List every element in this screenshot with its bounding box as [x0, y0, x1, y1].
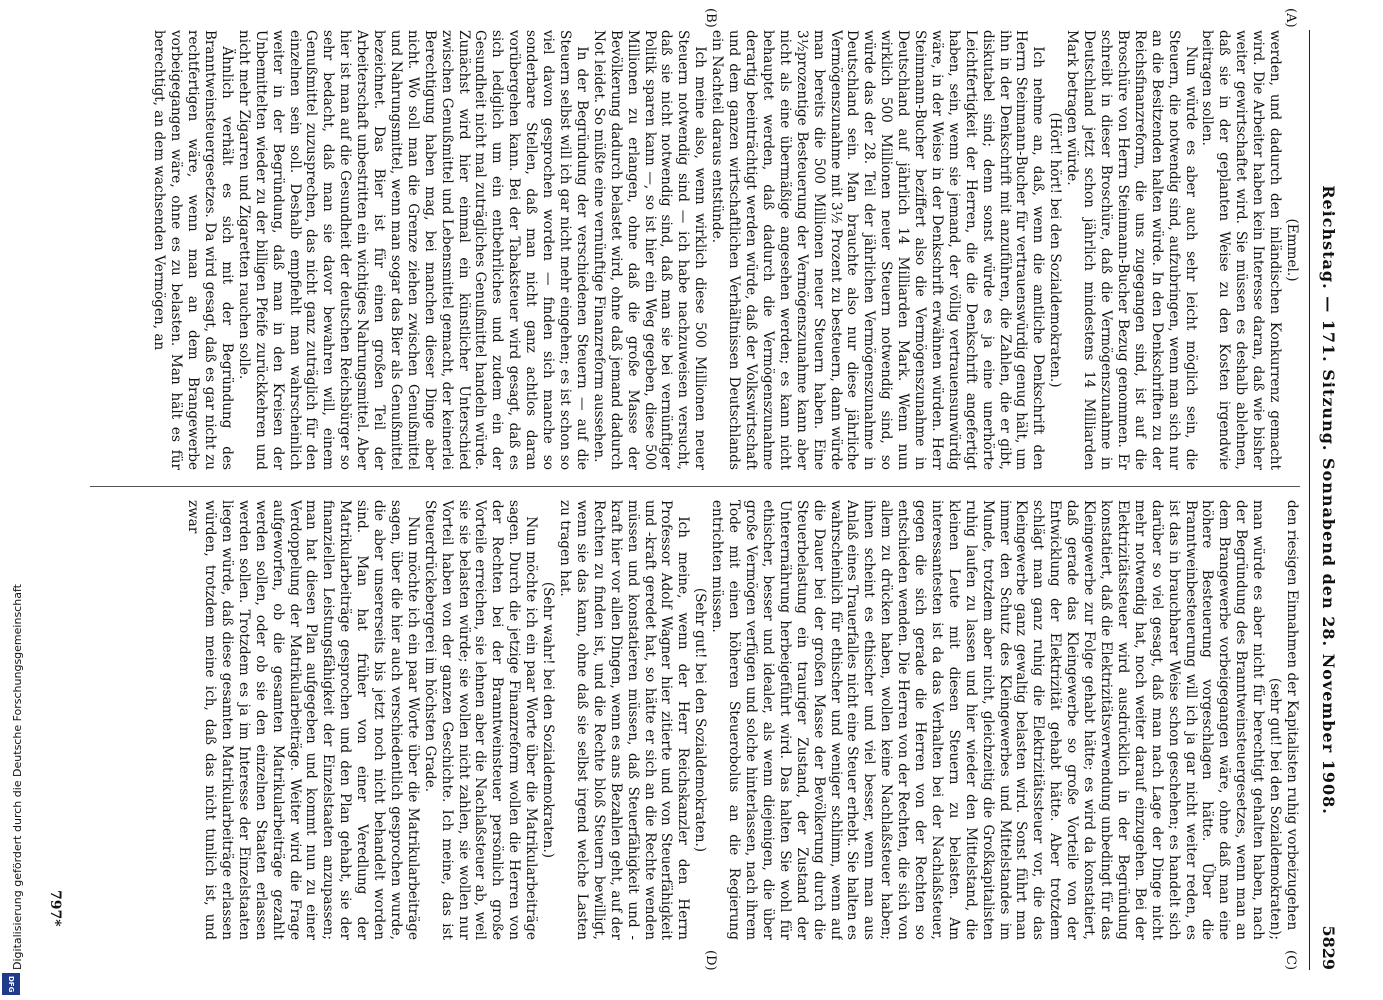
printed-page	[47, 8, 1338, 971]
margin-mark-a: (A)	[1283, 8, 1298, 28]
paragraph: man würde es aber nicht für berechtigt gehalten haben, nach der Begründung des Branntweinsteuergesetzes, wenn man an dem Brangewerbe vorbeigegangen wäre, ohne daß man eine höhere Besteuerung vorgeschlagen hätte. Über die Branntweinbesteuerung will ich ja gar nicht weiter reden, es ist das in brauchbarer Weise schon geschehen; es handelt sich darüber so viel gesagt, daß man nach Lage der Dinge nicht mehr notwendig hat, noch weiter darauf einzugehen. Bei der Elektrizitätssteuer wird ausdrücklich in der Begründung konstatiert, daß die Elektrizitätsverwendung unbedingt für das Kleingewerbe zur Folge gehabt hätte; es wird da konstatiert, daß gerade das Kleingewerbe so große Vorteile von der Entwicklung der Elektrizität gehabt hätte. Aber trotzdem schlägt man ganz ruhig die Elektrizitätssteuer vor, die das Kleingewerbe ganz gewaltig belasten wird. Sonst führt man immer den Schutz des Kleingewerbes und Mittelstandes im Munde, trotzdem aber nicht, gleichzeitig die Großkapitalisten ruhig laufen zu lassen und hier wieder den Mittelstand, die kleinen Leute mit diesen Steuern zu belasten. Am interessantesten ist da das Verhalten bei der Nachlaßsteuer, gegen die sich gerade die Herren von der Rechten so entschieden wenden. Die Herren von der Rechten, die sich von allem zu drücken haben, wollen keine Nachlaßsteuer haben; ihnen scheint es ethischer und viel besser, wenn man aus Anlaß eines Trauerfalles nicht eine Steuer erhebt. Sie halten es wahrscheinlich für ethischer und weniger schlimm, wenn auf die Dauer bei der großen Masse der Bevölkerung durch die Steuerbelastung ein trauriger Zustand, der Zustand der Unterernährung herbeigeführt wird. Das halten Sie wohl für ethischer, besser und idealer, als wenn diejenigen, die über große Vermögen verfügen und solche hinterlassen, nach ihrem Tode mit einen höheren Steuerobolus an die Regierung entrichten müssen.	[709, 500, 1267, 940]
side-strip	[0, 0, 22, 1000]
paragraph: In der Begründung der verschiedenen Steuern — auf die Steuern selbst will ich gar nicht mehr eingehen; es ist schon so viel davon gesprochen worden — finden sich manche so sonderbare Stellen, daß man nicht ganz achtlos daran vorübergehen kann. Bei der Tabaksteuer wird gesagt, daß es sich lediglich um ein entbehrliches und zudem ein der Gesundheit nicht mal zuträgliches Genußmittel handeln würde. Zunächst wird hier einmal ein künstlicher Unterschied zwischen Genußmittel und Lebensmittel gemacht, der keinerlei Berechtigung haben mag, bei manchen dieser Dinge aber nicht. Wo soll man die Grenze ziehen zwischen Genußmittel und Nahrungsmittel, wenn man sogar das Bier als Genußmittel bezeichnet. Das Bier ist für einen großen Teil der Arbeiterschaft unbestritten ein wichtiges Nahrungsmittel. Aber hier ist man auf die Gesundheit der deutschen Reichsbürger so sehr bedacht, daß man sie davor bewahren will, einem Genußmittel zuzusprechen, das nicht ganz zuträglich für den einzelnen sein soll. Deshalb empfiehlt man wahrscheinlich weiter in der Begründung, daß man in den Kreisen der Unbemittelten wieder zu der billigen Pfeife zurückkehren und nicht mehr Zigarren und Zigaretten rauchen solle.	[235, 30, 590, 470]
paragraph: Ich meine, wenn der Herr Reichskanzler den Herrn Professor Adolf Wagner hier zitierte und von Steuerfähigkeit und -kraft geredet hat, so hätte er sich an die Rechte wenden müssen und konstatieren müssen, daß Steuerfähigkeit und -kraft hier vor allen Dingen, wenn es ans Bezahlen geht, auf der Rechten zu finden ist, und die Rechte bloß Steuern bewilligt, wenn sie das kann, ohne daß sie selbst irgend welche Lasten zu tragen hat.	[557, 500, 692, 940]
interjection: (Sehr wahr! bei den Sozialdemokraten.)	[540, 581, 557, 859]
paragraph: Nun möchte ich ein paar Worte über die Matrikularbeiträge sagen, über die hier auch verschiedentlich gesprochen wurde, die aber unsererseits bis jetzt noch nicht behandelt worden sind. Man hat früher von einer Veredlung der Matrikularbeiträge gesprochen und den Plan gehabt, sie der finanziellen Leistungsfähigkeit der Einzelstaaten anzupassen; man hat diesen Plan aufgegeben und kommt nun zu einer Verdoppelung der Matrikularbeiträge. Weiter wird die Frage aufgeworfen, ob die gesamten Matrikularbeiträge gezahlt werden sollen, oder ob sie den einzelnen Staaten erlassen werden sollen. Trotzdem es ja im Interesse der Einzelstaaten liegen würde, daß diese gesamten Matrikularbeiträge erlassen würden, trotzdem meine ich, daß das nicht tunlich ist, und zwar	[185, 500, 421, 940]
margin-mark-c: (C)	[1283, 950, 1298, 971]
paragraph: Nun würde es aber auch sehr leicht möglich sein, die Steuern, die notwendig sind, aufzubringen, wenn man sich nur an die Besitzenden halten würde. In den Denkschriften zu der Reichsfinanzreform, die uns zugegangen sind, ist auf die Broschüre von Herrn Steinmann-Bucher Bezug genommen. Er schreibt in dieser Broschüre, daß die Vermögenszunahme in Deutschland jetzt schon jährlich mindestens 14 Milliarden Mark betragen würde.	[1064, 30, 1199, 470]
page-title: Reichstag. — 171. Sitzung. Sonnabend den 28. November 1908.	[1319, 185, 1338, 815]
margin-mark-d: (D)	[703, 950, 718, 971]
interjection: (sehr gut! bei den Sozialdemokraten);	[1267, 677, 1284, 940]
paragraph: Ich nehme an, daß, wenn die amtliche Denkschrift den Herrn Steinmann-Bucher für vertrauenswürdig genug hält, um ihn in der Denkschrift mit anzuführen, die Zahlen, die er gibt, diskutabel sind; denn sonst würde es ja eine unerhörte Leichtfertigkeit der Herren, die die Denkschrift angefertigt haben, sein, wenn sie jemand, der völlig vertrauensunwürdig wäre, in der Weise in der Denkschrift erwähnen würden. Herr Steinmann-Bucher beziffert also die Vermögenszunahme in Deutschland auf jährlich 14 Milliarden Mark. Wenn nun wirklich 500 Millionen neuer Steuern notwendig sind, so würde das der 28. Teil der jährlichen Vermögenszunahme in Deutschland sein. Man brauchte also nur diese jährliche Vermögenszunahme mit 3½ Prozent zu besteuern, dann würde man bereits die 500 Millionen neuer Steuern haben. Eine 3½prozentige Besteuerung der Vermögenszunahme kann aber nicht als eine übermäßige angesehen werden; es kann nicht behauptet werden, daß dadurch die Vermögenszunahme derartig beeinträchtigt werden würde, daß der Volkswirtschaft und dem ganzen wirtschaftlichen Verhältnissen Deutschlands ein Nachteil daraus entstünde.	[709, 30, 1047, 470]
digitization-note: Digitalisierung gefördert durch die Deutsche Forschungsgemeinschaft	[11, 584, 24, 970]
paragraph: Ähnlich verhält es sich mit der Begründung des Branntweinsteuergesetzes. Da wird gesagt, daß es gar nicht zu rechtfertigen wäre, wenn man an dem Brangewerbe vorbeigegangen wäre, ohne es zu belasten. Man hält es für berechtigt, an dem wachsenden Vermögen, an	[151, 30, 235, 470]
paragraph: Nun möchte ich ein paar Worte über die Matrikularbeiträge sagen. Durch die jetzige Finanzreform wollen die Herren von der Rechten bei der Branntweinsteuer persönlich große Vorteile erreichen, sie lehnen aber die Nachlaßsteuer ab, weil sie sie belasten würde; sie wollen nicht zahlen, sie wollen nur Vorteil haben von der ganzen Geschichte. Ich meine, das ist Steuerdrückebergerei im höchsten Grade.	[421, 500, 540, 940]
dfg-logo: DFG	[2, 973, 20, 995]
paragraph: Ich meine also, wenn wirklich diese 500 Millionen neuer Steuern notwendig sind — ich habe nachzuweisen versucht, daß sie nicht notwendig sind, daß man sie bei vernünftiger Politik sparen kann —, so ist hier ein Weg gegeben, diese 500 Millionen zu erlangen, ohne daß die große Masse der Bevölkerung dadurch belastet wird, ohne daß jemand dadurch Not leidet. So müßte eine vernünftige Finanzreform aussehen.	[590, 30, 709, 470]
margin-mark-b: (B)	[703, 8, 718, 28]
page-header	[1312, 30, 1338, 970]
speaker-name: (Emmel.)	[1284, 218, 1300, 282]
paragraph: den riesigen Einnahmen der Kapitalisten ruhig vorbeizugehen	[1284, 500, 1300, 931]
column-rule	[90, 486, 1300, 487]
interjection: (Sehr gut! bei den Sozialdemokraten.)	[692, 587, 709, 853]
header-rule	[1309, 30, 1310, 970]
right-column	[70, 500, 1300, 940]
page-number: 5829	[1319, 925, 1338, 970]
page-stamp: 797*	[47, 890, 63, 927]
left-column	[70, 30, 1300, 470]
interjection: (Hört! hört! bei den Sozialdemokraten.)	[1047, 112, 1064, 388]
paragraph: werden, und dadurch den inländischen Konkurrenz gemacht wird. Die Arbeiter haben kein Interesse daran, daß wie bisher weiter gewirtschaftet wird. Sie müssen es deshalb ablehnen, daß sie in der geplanten Weise zu den Kosten irgendwie beitragen sollen.	[1199, 30, 1284, 470]
